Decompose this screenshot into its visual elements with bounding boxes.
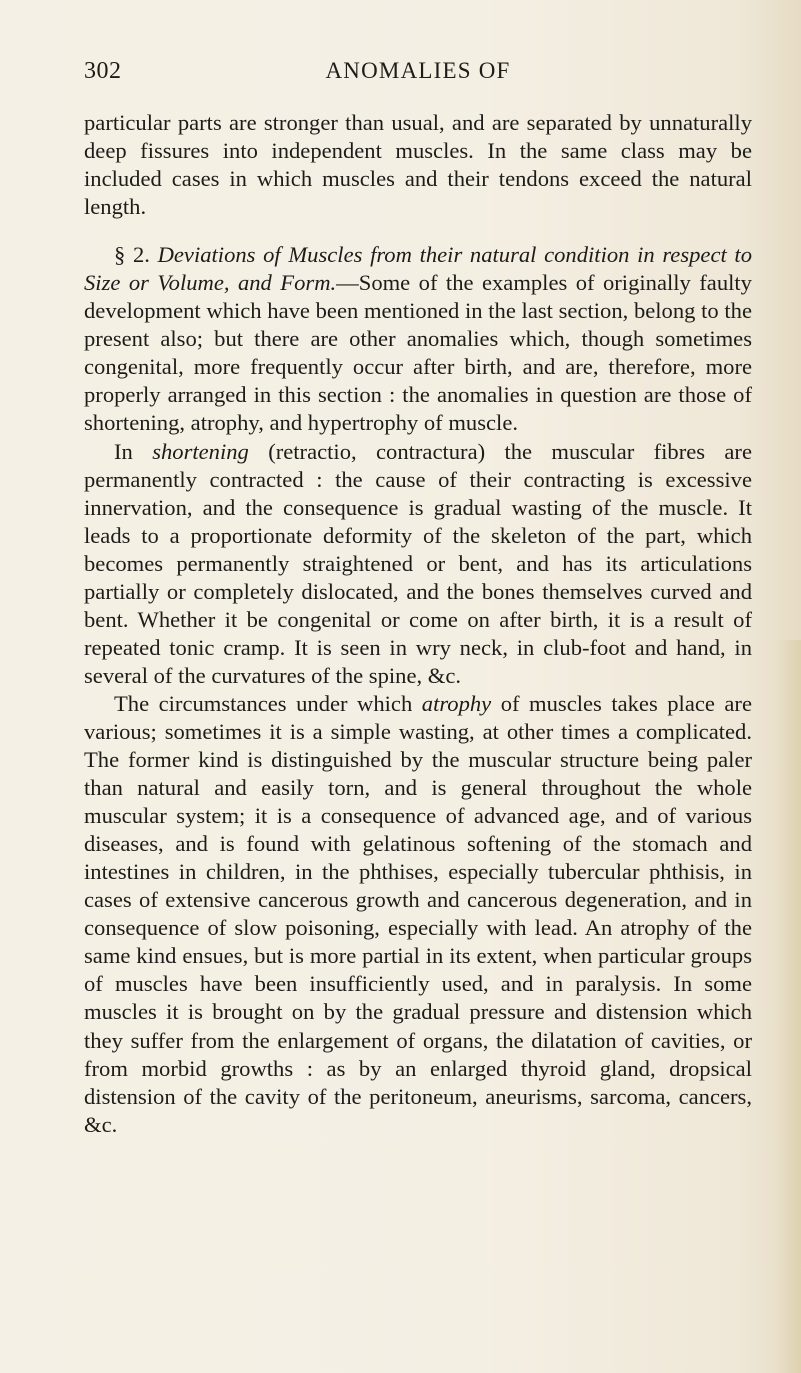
running-head: ANOMALIES OF	[325, 58, 511, 83]
paragraph-shortening	[84, 438, 752, 690]
body-text	[84, 109, 752, 1139]
paragraph-text: (retractio, contractura) the muscular fibres are permanently contracted : the cause of their contracting is excessive innervation, and the consequence is gradual wasting of the muscle. It leads to a proportionate deformity of the skeleton of the part, which becomes permanently straightened or bent, and has its articulations partially or completely dislocated, and the bones themselves curved and bent. Whether it be congenital or come on after birth, it is a result of repeated tonic cramp. It is seen in wry neck, in club-foot and hand, in several of the curvatures of the spine, &c.	[84, 438, 752, 688]
section-paragraph	[84, 241, 752, 437]
paragraph-lead: The circumstances under which	[114, 690, 413, 716]
paragraph-lead: In	[114, 438, 133, 464]
page-number: 302	[84, 58, 122, 84]
term-shortening: shortening	[152, 438, 249, 464]
paragraph-continuation	[84, 109, 752, 221]
section-text: —Some of the examples of originally faulty development which have been mentioned in the last section, belong to the present also; but there are other anomalies which, though sometimes congenital, more frequently occur after birth, and are, therefore, more properly arranged in this section : the anomalies in question are those of shortening, atrophy, and hypertrophy of muscle.	[84, 270, 752, 436]
section-title: Deviations of Muscles from their natural condition in respect to Size or Volume, and Form.	[84, 242, 752, 296]
section-mark: § 2.	[114, 242, 150, 268]
paragraph-text: of muscles takes place are various; sometimes it is a simple wasting, at other times a complicated. The former kind is distinguished by the muscular structure being paler than natural and easily torn, and is general throughout the whole muscular system; it is a consequence of advanced age, and of various diseases, and is found with gelatinous softening of the stomach and intestines in children, in the phthises, especially tubercular phthisis, in cases of extensive cancerous growth and cancerous degeneration, and in consequence of slow poisoning, especially with lead. An atrophy of the same kind ensues, but is more partial in its extent, when particular groups of muscles have been insufficiently used, and in paralysis. In some muscles it is brought on by the gradual pressure and distension which they suffer from the enlargement of organs, the dilatation of cavities, or from morbid growths : as by an enlarged thyroid gland, dropsical distension of the cavity of the peritoneum, aneurisms, sarcoma, cancers, &c.	[84, 690, 752, 1137]
page-edge-stain	[775, 640, 801, 1373]
paragraph-text: particular parts are stronger than usual, and are separated by unnaturally deep fissures into independent muscles. In the same class may be included cases in which muscles and their tendons exceed the natural length.	[84, 110, 752, 220]
page-header	[84, 58, 752, 92]
paragraph-atrophy	[84, 690, 752, 1139]
term-atrophy: atrophy	[421, 690, 492, 716]
